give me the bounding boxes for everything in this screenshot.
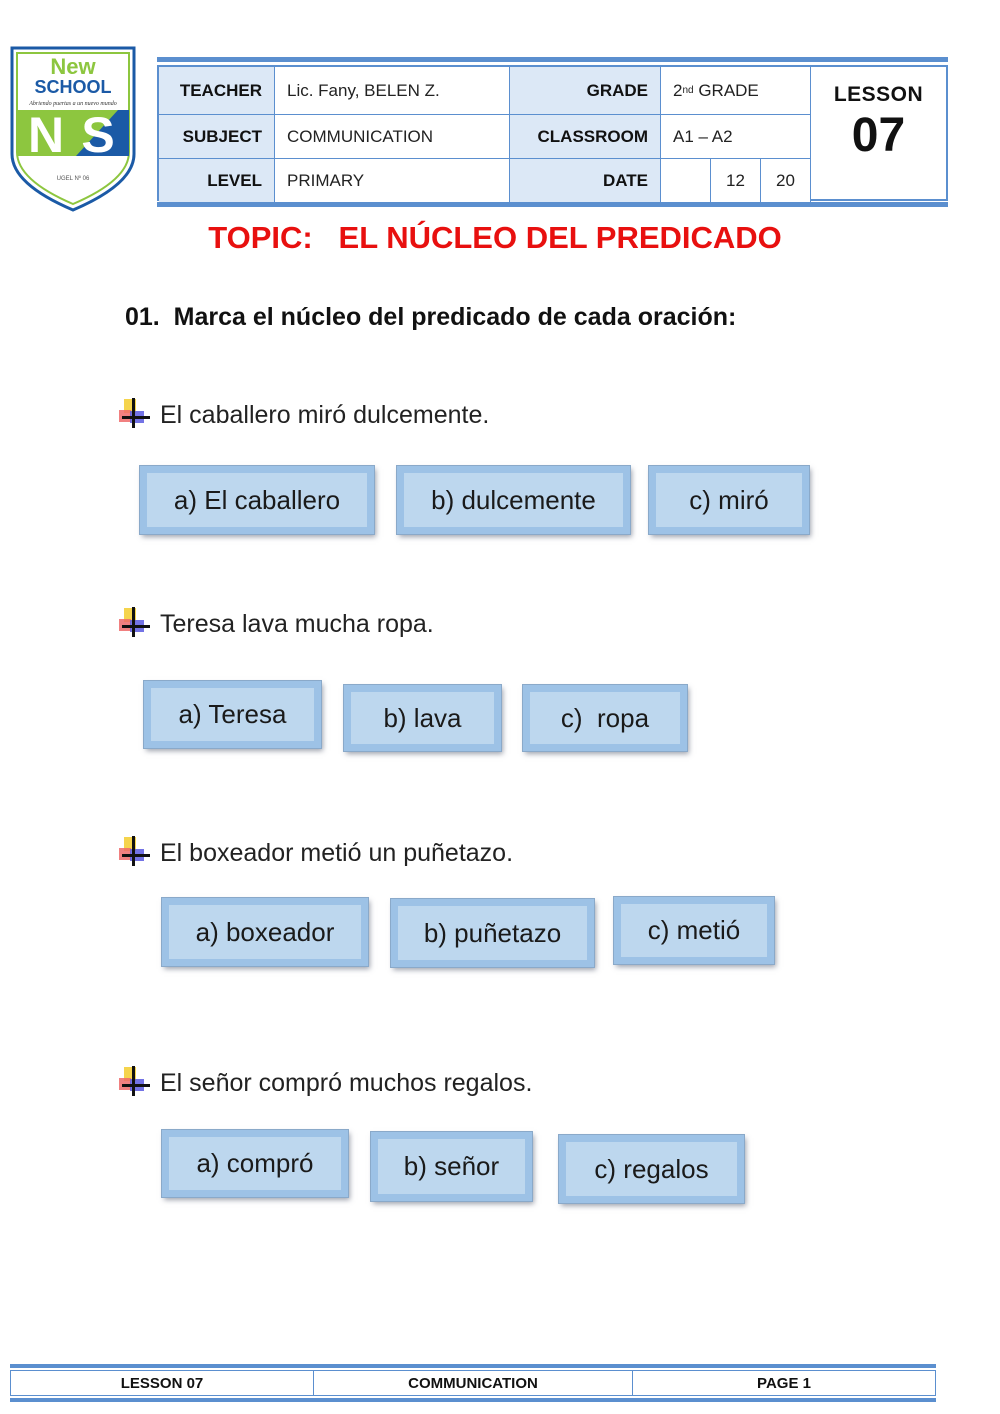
svg-text:N: N [27,107,65,163]
grade-word: GRADE [693,80,759,100]
question-sentence: El boxeador metió un puñetazo. [160,838,514,867]
footer-page: PAGE 1 [757,1374,811,1392]
cross-bullet-icon [116,607,152,641]
footer-lesson: LESSON 07 [11,1371,314,1395]
level-value: PRIMARY [275,159,510,203]
svg-text:Abriendo puertas a un nuevo mu: Abriendo puertas a un nuevo mundo [29,101,117,107]
shield-logo-icon [8,44,138,212]
grade-suffix: nd [682,85,694,96]
option-c-button[interactable]: c) ropa [523,685,687,751]
school-logo [8,44,138,212]
grade-number: 2 [673,80,683,100]
date-year: 20 [761,159,811,203]
question-3 [116,836,513,870]
subject-value: COMMUNICATION [275,115,510,159]
header-info-table [157,57,948,207]
lesson-label: LESSON [833,83,924,106]
grade-label: GRADE [510,67,661,115]
option-a-button[interactable]: a) Teresa [144,681,321,748]
option-b-button[interactable]: b) puñetazo [391,899,594,967]
grade-value [661,67,811,115]
footer-bottom-rule [10,1398,936,1402]
header-bottom-rule [157,202,948,207]
svg-text:SCHOOL: SCHOOL [34,77,112,97]
question-sentence: Teresa lava mucha ropa. [160,609,434,638]
question-sentence: El señor compró muchos regalos. [160,1068,533,1097]
lesson-number: 07 [851,109,906,162]
teacher-label: TEACHER [159,67,275,115]
date-label: DATE [510,159,661,203]
option-c-button[interactable]: c) metió [614,897,774,964]
teacher-value: Lic. Fany, BELEN Z. [275,67,510,115]
topic-title: TOPIC: EL NÚCLEO DEL PREDICADO [208,220,782,255]
footer-subject: COMMUNICATION [314,1371,633,1395]
option-c-button[interactable]: c) regalos [559,1135,744,1203]
date-month: 12 [711,159,761,203]
header-top-rule [157,57,948,62]
question-4 [116,1066,532,1100]
exercise-instruction: 01. Marca el núcleo del predicado de cada oración: [125,303,737,331]
question-2 [116,607,434,641]
option-b-button[interactable]: b) señor [371,1132,532,1201]
svg-text:New: New [50,54,96,79]
option-b-button[interactable]: b) dulcemente [397,466,630,534]
option-c-button[interactable]: c) miró [649,466,809,534]
option-a-button[interactable]: a) El caballero [140,466,374,534]
lesson-block [811,67,946,203]
svg-text:S: S [81,107,115,163]
level-label: LEVEL [159,159,275,203]
footer-top-rule [10,1364,936,1368]
subject-label: SUBJECT [159,115,275,159]
date-day [661,159,711,203]
question-1 [116,398,489,432]
option-b-button[interactable]: b) lava [344,685,501,751]
option-a-button[interactable]: a) compró [162,1130,348,1197]
classroom-label: CLASSROOM [510,115,661,159]
svg-text:UGEL Nº 06: UGEL Nº 06 [56,176,90,182]
page-footer [10,1364,936,1402]
question-sentence: El caballero miró dulcemente. [160,400,490,429]
classroom-value: A1 – A2 [661,115,811,159]
cross-bullet-icon [116,836,152,870]
option-a-button[interactable]: a) boxeador [162,898,368,966]
cross-bullet-icon [116,398,152,432]
cross-bullet-icon [116,1066,152,1100]
